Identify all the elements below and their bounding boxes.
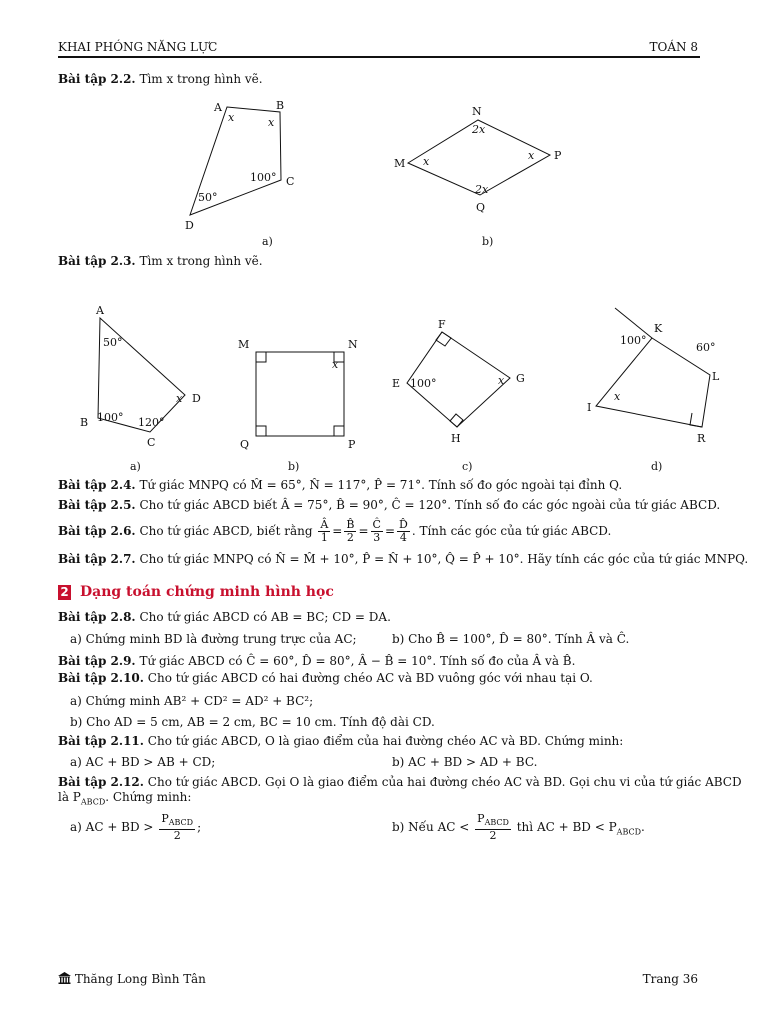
exercise-2-6: Bài tập 2.6. Cho tứ giác ABCD, biết rằng $\frac{Â}{1}$ = $\frac{B̂}{2}$ = $\frac{Ĉ}{3}$ = $\frac{D̂}{4}$ . Tính các góc của tứ giác ABCD. <box>58 518 612 544</box>
fraction-numerator: D̂ <box>399 518 408 531</box>
vertex-label: F <box>438 318 446 331</box>
subscript: ABCD <box>484 818 509 828</box>
angle-label: x <box>332 358 339 371</box>
exercise-2-8 <box>58 610 391 624</box>
exercise-text: Cho tứ giác ABCD có AB = BC; CD = DA. <box>139 610 391 624</box>
temple-icon <box>58 972 71 984</box>
vertex-label: Q <box>240 438 250 451</box>
vertex-label: C <box>147 436 156 449</box>
vertex-label: N <box>472 105 482 118</box>
page-header <box>58 40 698 56</box>
figure-caption: c) <box>462 460 473 473</box>
vertex-label: H <box>451 432 461 445</box>
angle-label: x <box>614 390 621 403</box>
exercise-2-5 <box>58 498 720 512</box>
exercise-2-2 <box>58 72 263 86</box>
angle-label: 100° <box>97 411 124 424</box>
fraction-numerator: Â <box>320 518 329 531</box>
figure-2-3-a <box>80 304 201 473</box>
exercise-2-4 <box>58 478 622 492</box>
fraction-numerator <box>159 813 195 830</box>
vertex-label: M <box>238 338 250 351</box>
exercise-2-7 <box>58 552 748 566</box>
vertex-label: N <box>348 338 358 351</box>
vertex-label: L <box>712 370 720 383</box>
exercise-text: Tìm x trong hình vẽ. <box>139 72 263 86</box>
exercise-2-11 <box>58 734 623 748</box>
fraction-numerator-text: P <box>477 811 485 825</box>
fraction <box>475 813 511 842</box>
exercise-2-10-a: a) Chứng minh AB² + CD² = AD² + BC²; <box>70 694 314 708</box>
exercise-text: Cho tứ giác ABCD, O là giao điểm của hai đường chéo AC và BD. Chứng minh: <box>147 734 624 748</box>
exercise-2-8-b: b) Cho B̂ = 100°, D̂ = 80°. Tính Â và Ĉ. <box>392 632 630 646</box>
exercise-text: Cho tứ giác ABCD biết Â = 75°, B̂ = 90°, Ĉ = 120°. Tính số đo các góc ngoài của tứ giác ABCD. <box>139 498 721 512</box>
exercise-2-3 <box>58 254 263 268</box>
fraction-numerator: Ĉ <box>372 518 381 531</box>
fraction-denominator: 4 <box>399 531 407 544</box>
figure-2-2-b <box>394 105 562 248</box>
exercise-2-12 <box>58 775 742 789</box>
exercise-label: Bài tập 2.3. <box>58 254 136 268</box>
figure-caption: d) <box>651 460 663 473</box>
part-prefix: b) Nếu AC < <box>392 820 470 834</box>
exercise-2-9 <box>58 654 575 668</box>
exercise-2-11-b: b) AC + BD > AD + BC. <box>392 755 538 769</box>
exercise-label: Bài tập 2.11. <box>58 734 144 748</box>
angle-label: 2x <box>475 183 489 196</box>
vertex-label: M <box>394 157 406 170</box>
fraction-denominator: 2 <box>173 829 181 843</box>
figure-2-3 <box>70 300 730 475</box>
exercise-2-8-a: a) Chứng minh BD là đường trung trực của AC; <box>70 632 357 646</box>
exercise-label: Bài tập 2.8. <box>58 610 136 624</box>
angle-label: x <box>228 111 235 124</box>
angle-label: x <box>268 116 275 129</box>
exercise-label: Bài tập 2.7. <box>58 552 136 566</box>
angle-label: 100° <box>620 334 647 347</box>
angle-label: 60° <box>696 341 716 354</box>
fraction-denominator: 2 <box>346 531 354 544</box>
fraction-denominator: 1 <box>320 531 328 544</box>
fraction <box>397 519 410 544</box>
exercise-label: Bài tập 2.12. <box>58 775 144 789</box>
exercise-label: Bài tập 2.4. <box>58 478 136 492</box>
angle-label: 100° <box>410 377 437 390</box>
exercise-text: Cho tứ giác ABCD có hai đường chéo AC và BD vuông góc với nhau tại O. <box>147 671 593 685</box>
exercise-2-11-a: a) AC + BD > AB + CD; <box>70 755 216 769</box>
exercise-2-12-line2 <box>58 790 191 809</box>
vertex-label: D <box>192 392 201 405</box>
angle-label: 50° <box>198 191 218 204</box>
vertex-label: A <box>214 101 222 114</box>
part-prefix: a) AC + BD > <box>70 820 154 834</box>
angle-label: x <box>176 392 183 405</box>
header-title: KHAI PHÓNG NĂNG LỰC <box>58 40 218 54</box>
fraction-denominator: 2 <box>489 829 497 843</box>
vertex-label: P <box>348 438 356 451</box>
fraction <box>344 519 356 544</box>
part-end: . <box>641 820 645 834</box>
exercise-label: Bài tập 2.5. <box>58 498 136 512</box>
section-number-badge: 2 <box>58 585 71 600</box>
figure-2-2-a <box>185 99 294 248</box>
angle-label: x <box>423 155 430 168</box>
vertex-label: E <box>392 377 401 390</box>
figure-caption: b) <box>288 460 300 473</box>
angle-label: 2x <box>472 123 486 136</box>
exercise-2-10-b: b) Cho AD = 5 cm, AB = 2 cm, BC = 10 cm. Tính độ dài CD. <box>70 715 435 729</box>
vertex-label: G <box>516 372 525 385</box>
exercise-text-end: . Tính các góc của tứ giác ABCD. <box>411 524 612 538</box>
part-suffix: ; <box>197 820 202 834</box>
figure-2-3-d <box>587 308 720 473</box>
fraction-numerator-text: P <box>161 811 169 825</box>
exercise-text: Cho tứ giác ABCD. Gọi O là giao điểm của hai đường chéo AC và BD. Gọi chu vi của tứ giác ABCD <box>147 775 742 789</box>
vertex-label: B <box>80 416 89 429</box>
subscript: ABCD <box>80 797 106 807</box>
exercise-text: Tứ giác MNPQ có M̂ = 65°, N̂ = 117°, P̂ = 71°. Tính số đo góc ngoài tại đỉnh Q. <box>139 478 623 492</box>
figure-2-3-c <box>392 318 525 473</box>
exercise-label: Bài tập 2.10. <box>58 671 144 685</box>
footer-brand-text: Thăng Long Bình Tân <box>74 972 206 986</box>
vertex-label: D <box>185 219 194 232</box>
figure-caption: a) <box>262 235 273 248</box>
fraction-denominator: 3 <box>373 531 381 544</box>
figure-2-3-b <box>238 338 358 473</box>
exercise-2-12-a <box>70 812 201 842</box>
angle-label: 100° <box>250 171 277 184</box>
exercise-label: Bài tập 2.9. <box>58 654 136 668</box>
page-number: Trang 36 <box>642 972 698 986</box>
subscript: ABCD <box>616 827 642 837</box>
angle-label: x <box>498 374 505 387</box>
fraction <box>371 519 383 544</box>
footer-brand <box>58 972 206 986</box>
vertex-label: K <box>654 322 663 335</box>
exercise-text: Cho tứ giác ABCD, biết rằng <box>139 524 313 538</box>
exercise-text: là P <box>58 790 81 804</box>
angle-label: x <box>528 149 535 162</box>
exercise-text: Cho tứ giác MNPQ có N̂ = M̂ + 10°, P̂ = N̂ + 10°, Q̂ = P̂ + 10°. Hãy tính các góc của tứ giác MNPQ. <box>139 552 749 566</box>
vertex-label: R <box>697 432 706 445</box>
section-title: Dạng toán chứng minh hình học <box>80 584 334 600</box>
exercise-text: Tứ giác ABCD có Ĉ = 60°, D̂ = 80°, Â − B̂ = 10°. Tính số đo của Â và B̂. <box>139 654 576 668</box>
vertex-label: A <box>96 304 104 317</box>
header-rule <box>58 56 700 58</box>
fraction <box>318 519 330 544</box>
angle-label: 50° <box>103 336 123 349</box>
fraction-numerator: B̂ <box>346 518 355 531</box>
page-footer <box>58 972 698 988</box>
vertex-label: Q <box>476 201 486 214</box>
figure-caption: b) <box>482 235 494 248</box>
figure-2-2 <box>150 95 580 255</box>
subscript: ABCD <box>168 818 194 828</box>
fraction <box>159 813 195 842</box>
exercise-2-10 <box>58 671 593 685</box>
fraction-numerator <box>475 813 511 830</box>
exercise-label: Bài tập 2.2. <box>58 72 136 86</box>
vertex-label: C <box>286 175 295 188</box>
exercise-text-end: . Chứng minh: <box>105 790 192 804</box>
vertex-label: I <box>587 401 592 414</box>
exercise-text: Tìm x trong hình vẽ. <box>139 254 263 268</box>
figure-caption: a) <box>130 460 141 473</box>
exercise-2-12-b <box>392 812 645 847</box>
vertex-label: B <box>276 99 285 112</box>
part-middle: thì AC + BD < P <box>516 820 617 834</box>
exercise-label: Bài tập 2.6. <box>58 524 136 538</box>
angle-label: 120° <box>138 416 165 429</box>
vertex-label: P <box>554 149 562 162</box>
header-subject: TOÁN 8 <box>649 40 698 54</box>
